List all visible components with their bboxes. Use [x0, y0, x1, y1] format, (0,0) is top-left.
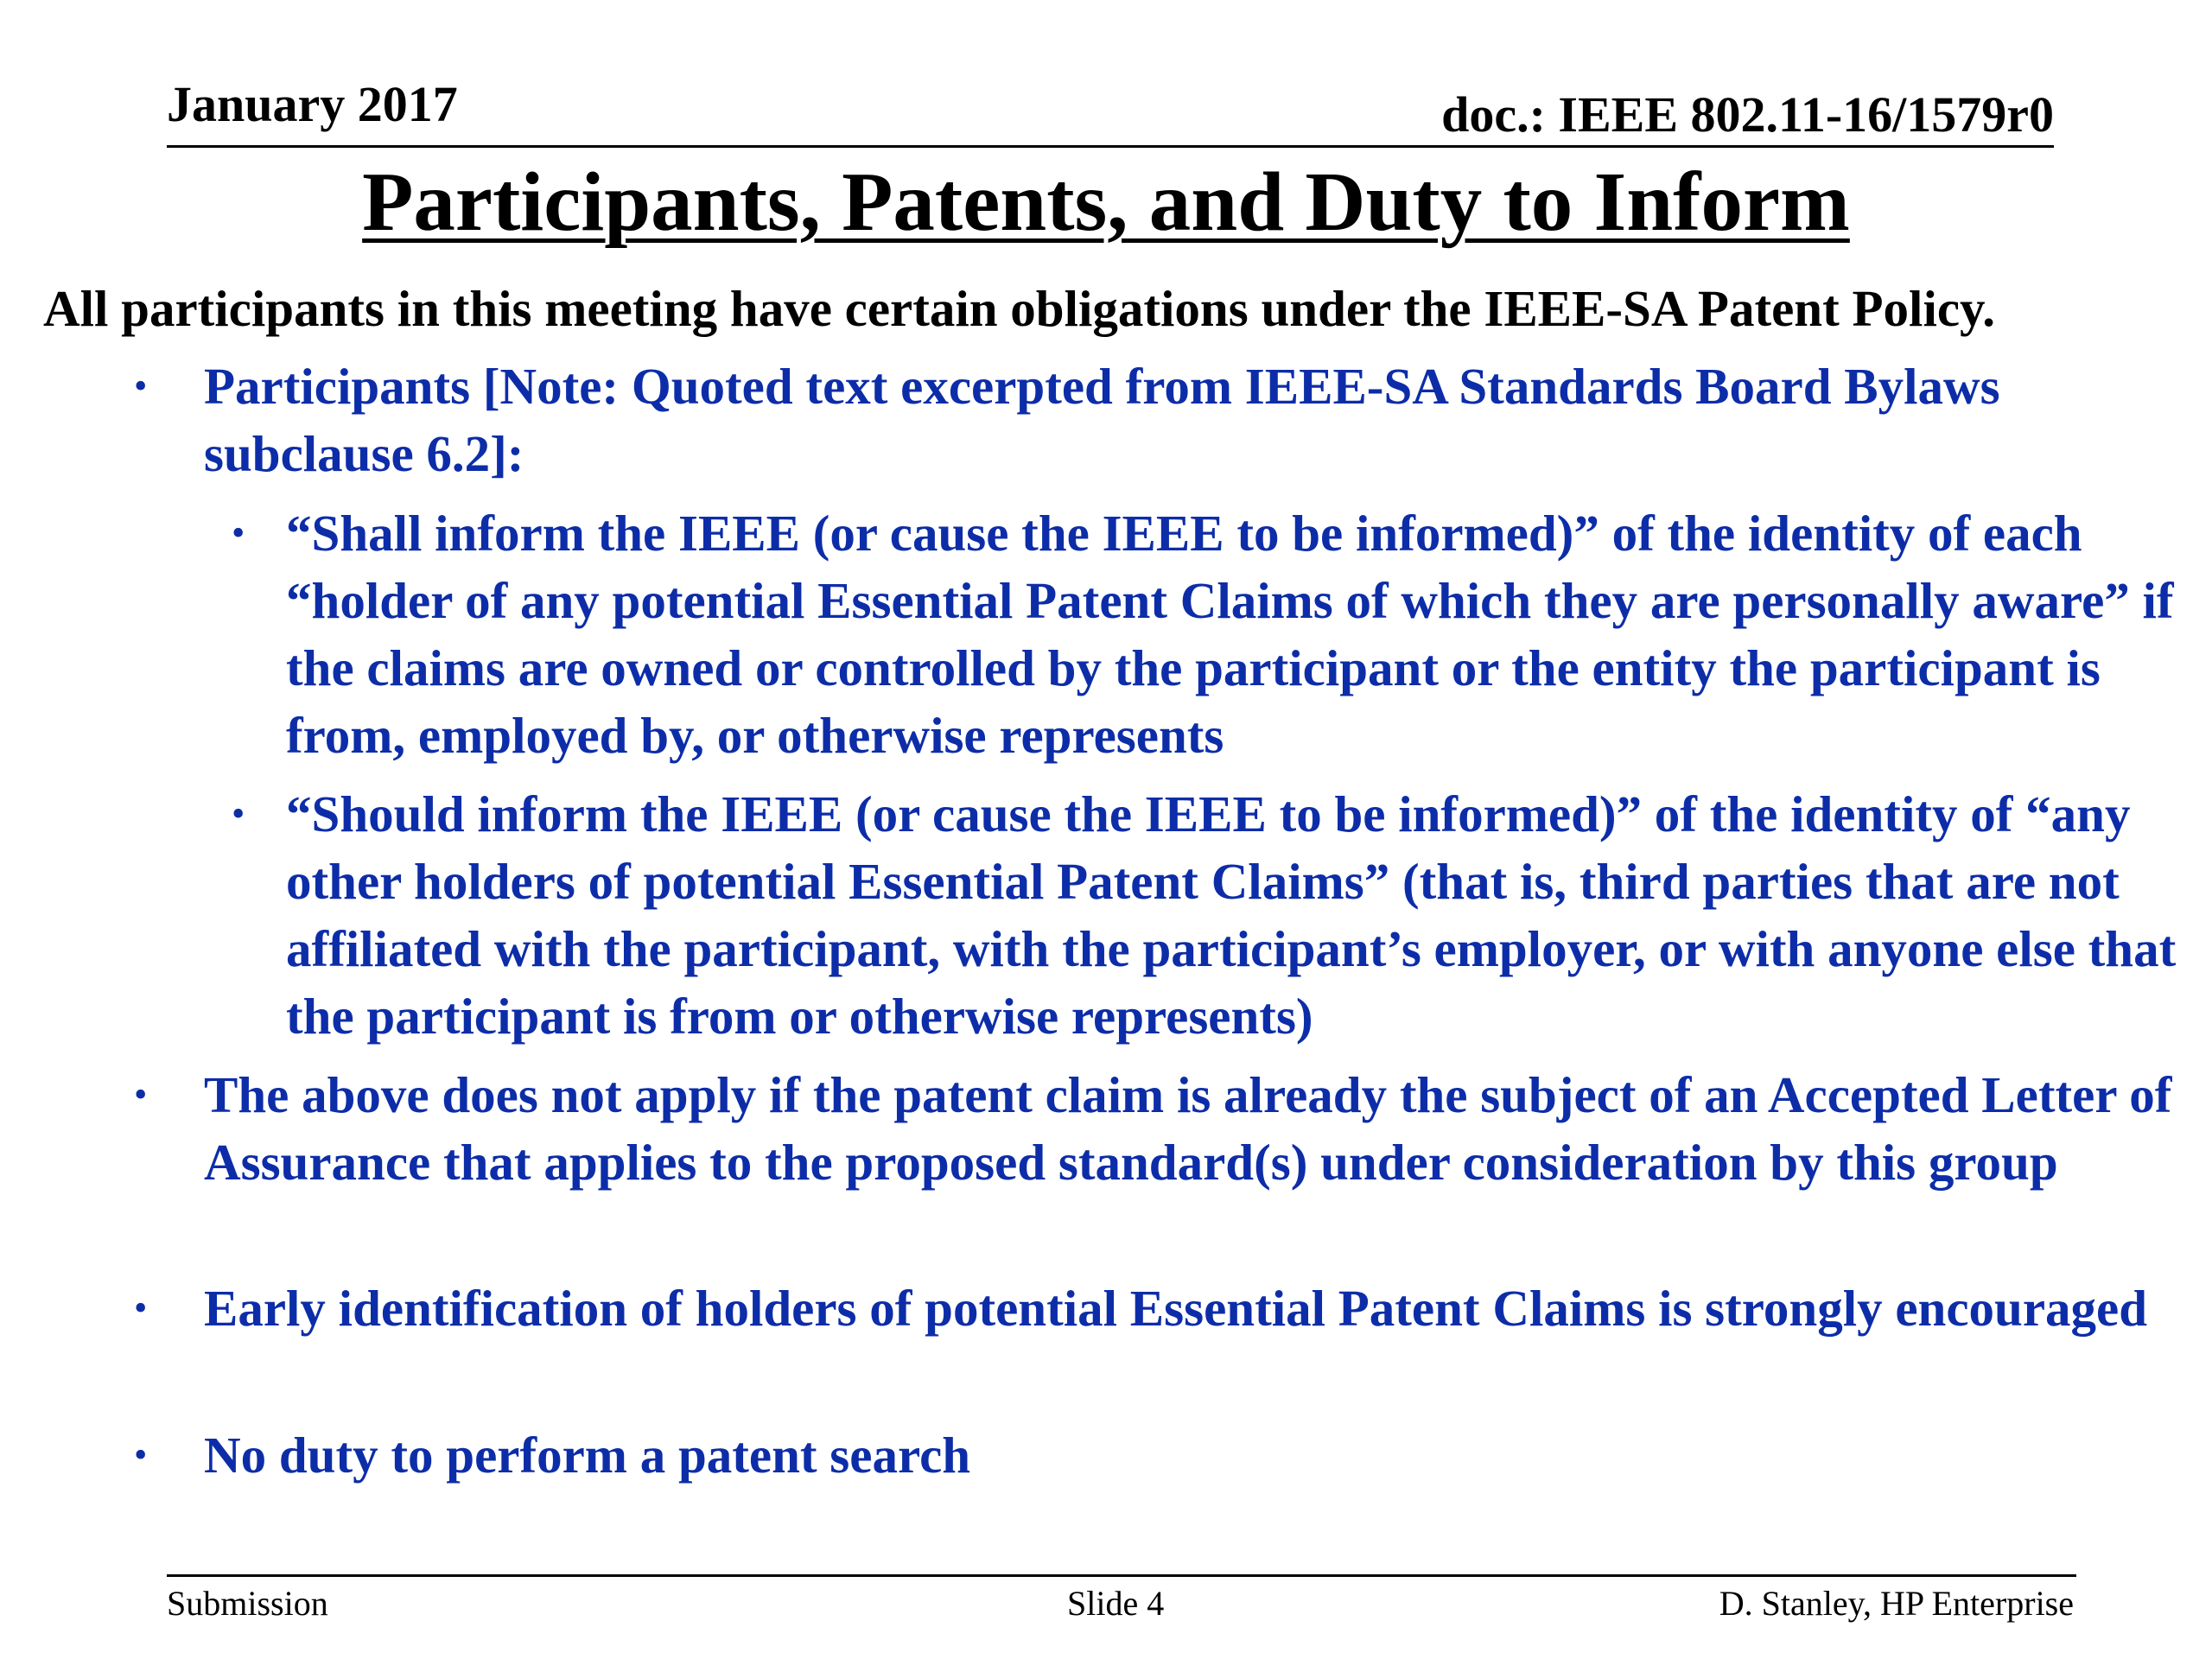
bullet-marker: •: [134, 1433, 148, 1476]
sub-bullet-item-shall-inform: [232, 499, 2197, 769]
bullet-item-no-search-duty: [134, 1421, 2182, 1489]
sub-bullet-marker: •: [232, 512, 245, 554]
bullet-marker: •: [134, 365, 148, 407]
sub-bullet-item-should-inform: [232, 780, 2197, 1050]
bullet-item-participants: [134, 353, 2182, 487]
header-divider: [167, 145, 2054, 148]
bullet-text: No duty to perform a patent search: [204, 1427, 971, 1484]
footer-submission-label: Submission: [167, 1584, 328, 1623]
bullet-text: Participants [Note: Quoted text excerpted from IEEE-SA Standards Board Bylaws subclause 6.2]:: [204, 358, 2000, 482]
bullet-text: The above does not apply if the patent claim is already the subject of an Accepted Letter of Assurance that applies to the proposed standard(s) under consideration by this group: [204, 1066, 2172, 1191]
sub-bullet-text: “Should inform the IEEE (or cause the IEEE to be informed)” of the identity of “any other holders of potential Essential Patent Claims” (that is, third parties that are not affiliated with the participant, with the participant’s employer, or with anyone else that the participant is from or otherwise represents): [286, 785, 2177, 1045]
intro-statement: All participants in this meeting have certain obligations under the IEEE-SA Patent Policy.: [43, 280, 1996, 337]
bullet-item-accepted-loa: [134, 1061, 2195, 1196]
bullet-marker: •: [134, 1073, 148, 1116]
bullet-text: Early identification of holders of potential Essential Patent Claims is strongly encouraged: [204, 1280, 2148, 1337]
header-date: January 2017: [167, 76, 458, 132]
header-document-id: doc.: IEEE 802.11-16/1579r0: [1441, 86, 2054, 143]
footer-author: D. Stanley, HP Enterprise: [1719, 1584, 2074, 1623]
bullet-item-early-identification: [134, 1274, 2182, 1342]
sub-bullet-text: “Shall inform the IEEE (or cause the IEEE to be informed)” of the identity of each “holder of any potential Essential Patent Claims of which they are personally aware” if the claims are owned or controlled by the participant or the entity the participant is from, employed by, or otherwise represents: [286, 505, 2174, 764]
footer-slide-number: Slide 4: [1067, 1584, 1165, 1623]
footer-divider: [167, 1574, 2076, 1577]
bullet-marker: •: [134, 1287, 148, 1329]
slide-title: Participants, Patents, and Duty to Inform: [362, 156, 1850, 248]
sub-bullet-marker: •: [232, 792, 245, 835]
